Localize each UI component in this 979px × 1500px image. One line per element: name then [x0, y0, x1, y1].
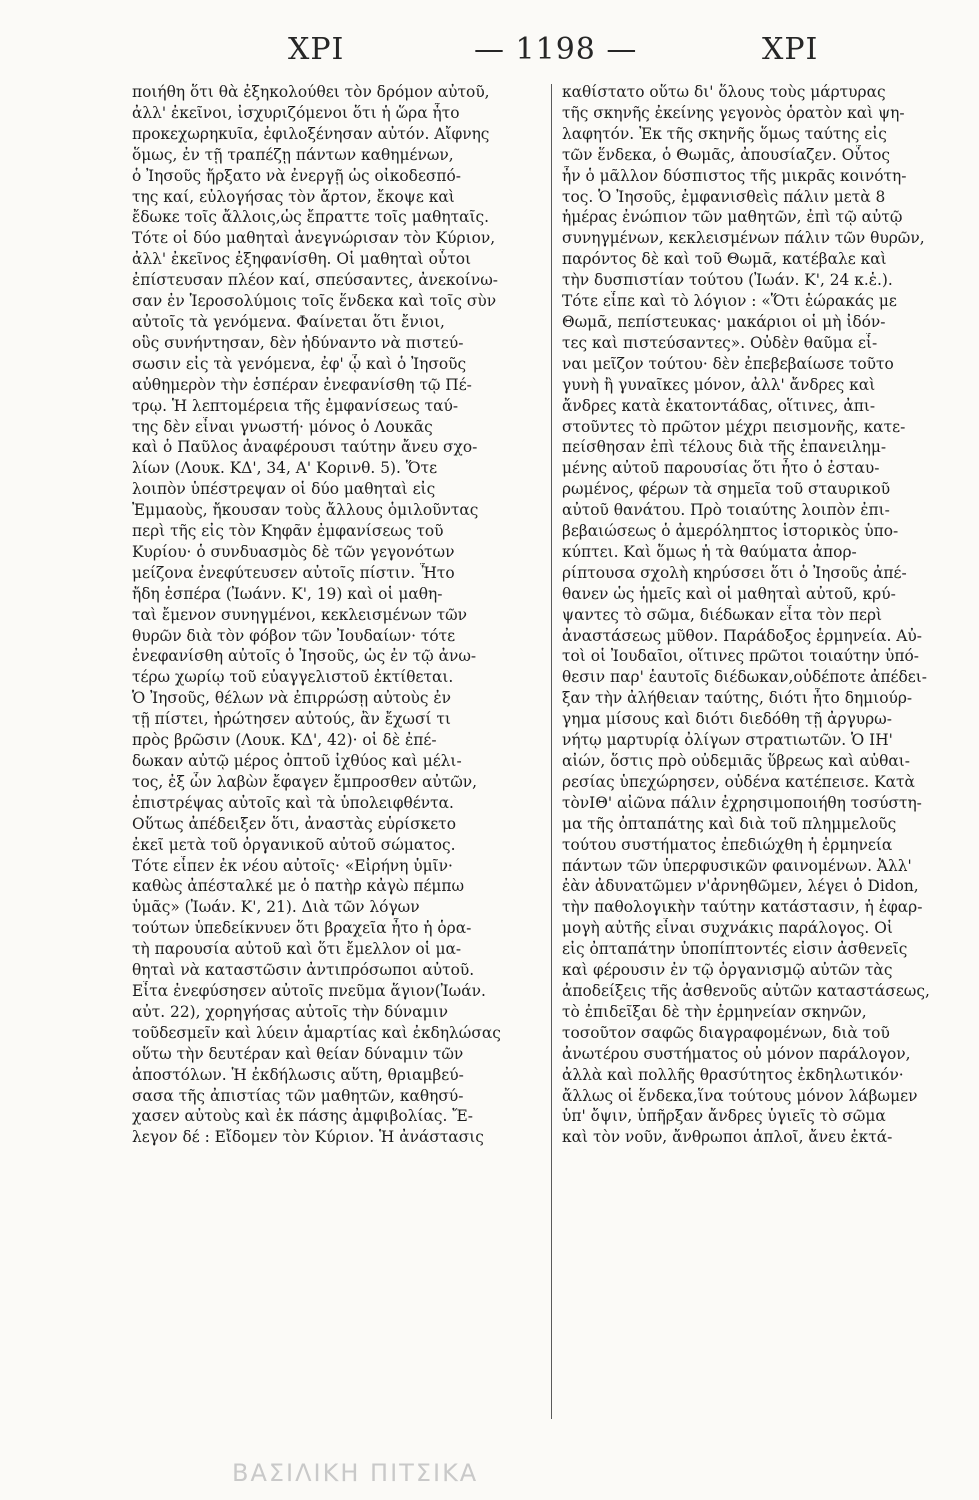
text-line: γημα μίσους καὶ διότι διεδόθη τῇ ἀργυρω-	[562, 710, 892, 729]
text-line: αὐθημερὸν τὴν ἑσπέραν ἐνεφανίσθη τῷ Πέ-	[132, 375, 472, 394]
text-line: Ὁ Ἰησοῦς, θέλων νὰ ἐπιρρώσῃ αὐτοὺς ἐν	[132, 689, 452, 708]
text-line: τούτου συστήματος ἐπεδιώχθη ἡ ἑρμηνεία	[562, 835, 893, 854]
text-line: εἰς ὀπταπάτην ὑποπίπτοντές εἰσιν ἀσθενεῖς	[562, 940, 908, 959]
right-text-column	[562, 82, 957, 1148]
text-line: θεσιν παρ' ἑαυτοῖς διέδωκαν,οὐδέποτε ἀπέδει-	[562, 668, 927, 687]
text-line: τὴ παρουσία αὐτοῦ καὶ ὅτι ἔμελλον οἱ μα-	[132, 940, 462, 959]
text-line: τῶν ἕνδεκα, ὁ Θωμᾶς, ἀπουσίαζεν. Οὗτος	[562, 145, 890, 164]
text-line: μα τῆς ὀπταπάτης καὶ διὰ τοῦ πλημμελοῦς	[562, 814, 897, 833]
text-line: τούτων ὑπεδείκνυεν ὅτι βραχεῖα ἦτο ἡ ὁρα-	[132, 919, 472, 938]
text-line: σασα τῆς ἀπιστίας τῶν μαθητῶν, καθησύ-	[132, 1086, 464, 1105]
text-line: τὸ ἐπιδεῖξαι δὲ τὴν ἑρμηνείαν σκηνῶν,	[562, 1002, 867, 1021]
text-line: ἀποστόλων. Ἡ ἐκδήλωσις αὕτη, θριαμβεύ-	[132, 1065, 464, 1084]
text-line: τῆς σκηνῆς ἐκείνης γεγονὸς ὁρατὸν καὶ ψη-	[562, 103, 905, 122]
text-line: τῇ πίστει, ἠρώτησεν αὐτούς, ἂν ἔχωσί τι	[132, 710, 451, 729]
text-line: λοιπὸν ὑπέστρεψαν οἱ δύο μαθηταὶ εἰς	[132, 480, 436, 499]
text-line: τὴν δυσπιστίαν τούτου (Ἰωάν. Κ', 24 κ.ἑ.).	[562, 271, 893, 290]
text-line: αὐτ. 22), χορηγήσας αὐτοῖς τὴν δύναμιν	[132, 1002, 448, 1021]
text-line: τοσοῦτον σαφῶς διαγραφομένων, διὰ τοῦ	[562, 1023, 890, 1042]
text-line: ρεσίας ὑπεχώρησεν, οὐδένα κατέπεισε. Κατὰ	[562, 772, 915, 791]
text-line: θανεν ὡς ἡμεῖς καὶ οἱ μαθηταὶ αὐτοῦ, κρύ-	[562, 584, 896, 603]
text-line: καθὼς ἀπέσταλκέ με ὁ πατὴρ κἀγὼ πέμπω	[132, 877, 465, 896]
text-line: ρωμένος, φέρων τὰ σημεῖα τοῦ σταυρικοῦ	[562, 480, 891, 499]
text-line: ψαντες τὸ σῶμα, διέδωκαν εἶτα τὸν περὶ	[562, 605, 883, 624]
text-line: χασεν αὐτοὺς καὶ ἐκ πάσης ἀμφιβολίας. Ἔ-	[132, 1107, 473, 1126]
text-line: Τότε εἶπεν ἐκ νέου αὐτοῖς· «Εἰρήνη ὑμῖν·	[132, 856, 453, 875]
text-line: τοὶ οἱ Ἰουδαῖοι, οἵτινες πρῶτοι τοιαύτην ὑπό-	[562, 647, 919, 666]
text-line: τες καὶ πιστεύσαντες». Οὐδὲν θαῦμα εἶ-	[562, 333, 878, 352]
text-line: ἡμέρας ἐνώπιον τῶν μαθητῶν, ἐπὶ τῷ αὐτῷ	[562, 208, 903, 227]
text-line: τος. Ὁ Ἰησοῦς, ἐμφανισθεὶς πάλιν μετὰ 8	[562, 187, 886, 206]
text-line: θηταὶ νὰ καταστῶσιν ἀντιπρόσωποι αὐτοῦ.	[132, 961, 475, 980]
text-line: πρὸς βρῶσιν (Λουκ. ΚΔ', 42)· οἱ δὲ ἐπέ-	[132, 731, 437, 750]
text-line: σαν ἐν Ἱεροσολύμοις τοῖς ἕνδεκα καὶ τοῖς σὺν	[132, 292, 497, 311]
text-line: ρίπτουσα σχολὴ κηρύσσει ὅτι ὁ Ἰησοῦς ἀπέ-	[562, 563, 907, 582]
text-line: παρόντος δὲ καὶ τοῦ Θωμᾶ, κατέβαλε καὶ	[562, 250, 887, 269]
page-number: — 1198 —	[474, 32, 638, 67]
text-line: τος, ἐξ ὧν λαβὼν ἔφαγεν ἔμπροσθεν αὐτῶν,	[132, 772, 478, 791]
text-line: ἀποδείξεις τῆς ἀσθενοῦς αὐτῶν καταστάσεως,	[562, 981, 930, 1000]
text-line: μογὴ αὐτῆς εἶναι συχνάκις παράλογος. Οἱ	[562, 919, 893, 938]
text-line: ἀναστάσεως μῦθον. Παράδοξος ἑρμηνεία. Αὐ-	[562, 626, 922, 645]
text-line: στοῦντες τὸ πρῶτον μέχρι πεισμονῆς, κατε-	[562, 417, 906, 436]
text-line: καὶ ὁ Παῦλος ἀναφέρουσι ταύτην ἄνευ σχο-	[132, 438, 478, 457]
text-line: ὑμᾶς» (Ἰωάν. Κ', 21). Διὰ τῶν λόγων	[132, 898, 420, 917]
text-line: ἐὰν ἀδυνατῶμεν ν'ἀρνηθῶμεν, λέγει ὁ Didon,	[562, 877, 919, 896]
text-line: τρῳ. Ἡ λεπτομέρεια τῆς ἐμφανίσεως ταύ-	[132, 396, 459, 415]
text-line: ὁ Ἰησοῦς ἤρξατο νὰ ἐνεργῇ ὡς οἰκοδεσπό-	[132, 166, 462, 185]
text-line: Οὕτως ἀπέδειξεν ὅτι, ἀναστὰς εὑρίσκετο	[132, 814, 456, 833]
header-left-keyword: ΧΡΙ	[288, 32, 345, 67]
text-line: σωσιν εἰς τὰ γενόμενα, ἐφ' ᾧ καὶ ὁ Ἰησοῦς	[132, 354, 467, 373]
text-line: ξαν τὴν ἀλήθειαν ταύτης, διότι ἦτο δημιούρ-	[562, 689, 913, 708]
text-line: ἀλλ' ἐκεῖνοι, ἰσχυριζόμενοι ὅτι ἡ ὥρα ἦτο	[132, 103, 460, 122]
text-line: πάντων τῶν ὑπερφυσικῶν φαινομένων. Ἀλλ'	[562, 856, 912, 875]
text-line: ἔδωκε τοῖς ἄλλοις,ὡς ἔπραττε τοῖς μαθηταῖς.	[132, 208, 490, 227]
text-line: ὅμως, ἐν τῇ τραπέζῃ πάντων καθημένων,	[132, 145, 454, 164]
library-stamp: ΒΑΣΙΛΙΚΗ ΠΙΤΣΙΚΑ	[232, 1459, 479, 1487]
column-divider	[551, 84, 552, 1419]
text-line: Τότε εἶπε καὶ τὸ λόγιον : «Ὅτι ἑώρακάς με	[562, 292, 897, 311]
text-line: καθίστατο οὕτω δι' ὅλους τοὺς μάρτυρας	[562, 83, 886, 101]
text-line: της καί, εὐλογήσας τὸν ἄρτον, ἔκοψε καὶ	[132, 187, 455, 206]
text-line: Ἐμμαοὺς, ἤκουσαν τοὺς ἄλλους ὁμιλοῦντας	[132, 501, 479, 520]
text-line: αὐτοῖς τὰ γενόμενα. Φαίνεται ὅτι ἔνιοι,	[132, 312, 445, 331]
text-line: τοῦδεσμεῖν καὶ λύειν ἁμαρτίας καὶ ἐκδηλώσας	[132, 1023, 501, 1042]
text-line: λεγον δέ : Εἴδομεν τὸν Κύριον. Ἡ ἀνάστασις	[132, 1128, 484, 1147]
text-line: Τότε οἱ δύο μαθηταὶ ἀνεγνώρισαν τὸν Κύριον,	[132, 229, 496, 248]
text-line: βεβαιώσεως ὁ ἀμερόληπτος ἱστορικὸς ὑπο-	[562, 522, 899, 541]
text-line: καὶ τὸν νοῦν, ἄνθρωποι ἁπλοῖ, ἄνευ ἐκτά-	[562, 1128, 893, 1147]
text-line: προκεχωρηκυῖα, ἐφιλοξένησαν αὐτόν. Αἴφνης	[132, 124, 490, 143]
text-line: ἦν ὁ μᾶλλον δύσπιστος τῆς μικρᾶς κοινότη-	[562, 166, 907, 185]
text-line: μείζονα ἐνεφύτευσεν αὐτοῖς πίστιν. Ἦτο	[132, 563, 455, 582]
text-line: ὑπ' ὄψιν, ὑπῆρξαν ἄνδρες ὑγιεῖς τὸ σῶμα	[562, 1107, 886, 1126]
text-line: δωκαν αὐτῷ μέρος ὀπτοῦ ἰχθύος καὶ μέλι-	[132, 752, 462, 770]
text-line: πείσθησαν ἐπὶ τέλους διὰ τῆς ἐπανειλημ-	[562, 438, 887, 457]
text-line: τὴν παθολογικὴν ταύτην κατάστασιν, ἡ ἐφαρ-	[562, 898, 923, 917]
text-line: συνηγμένων, κεκλεισμένων πάλιν τῶν θυρῶν,	[562, 229, 925, 248]
text-line: Εἶτα ἐνεφύσησεν αὐτοῖς πνεῦμα ἅγιον(Ἰωάν.	[132, 981, 486, 1000]
text-line: ποιήθη ὅτι θὰ ἐξηκολούθει τὸν δρόμον αὐτοῦ,	[132, 83, 490, 101]
text-line: τέρω χωρίῳ τοῦ εὐαγγελιστοῦ ἐκτίθεται.	[132, 668, 454, 687]
text-line: λαφητόν. Ἐκ τῆς σκηνῆς ὅμως ταύτης εἰς	[562, 124, 887, 143]
text-line: ἐπίστευσαν πλέον καί, σπεύσαντες, ἀνεκοίνω-	[132, 271, 498, 290]
text-line: οὕτω τὴν δευτέραν καὶ θείαν δύναμιν τῶν	[132, 1044, 464, 1063]
text-line: ἤδη ἑσπέρα (Ἰωάνν. Κ', 19) καὶ οἱ μαθη-	[132, 584, 443, 603]
text-line: ἀλλ' ἐκεῖνος ἐξηφανίσθη. Οἱ μαθηταὶ οὗτοι	[132, 250, 472, 269]
text-line: ἐπιστρέψας αὐτοῖς καὶ τὰ ὑπολειφθέντα.	[132, 793, 454, 812]
text-line: γυνὴ ἢ γυναῖκες μόνον, ἀλλ' ἄνδρες καὶ	[562, 375, 876, 394]
text-line: θυρῶν διὰ τὸν φόβον τῶν Ἰουδαίων· τότε	[132, 626, 456, 645]
text-line: ναι μεῖζον τούτου· δὲν ἐπεβεβαίωσε τοῦτο	[562, 354, 894, 373]
text-line: τὸνΙΘ' αἰῶνα πάλιν ἐχρησιμοποιήθη τοσύστη-	[562, 793, 922, 812]
text-line: Θωμᾶ, πεπίστευκας· μακάριοι οἱ μὴ ἰδόν-	[562, 312, 886, 331]
text-line: ἄλλως οἱ ἕνδεκα,ἵνα τούτους μόνον λάβωμεν	[562, 1086, 918, 1105]
text-line: καὶ φέρουσιν ἐν τῷ ὀργανισμῷ αὐτῶν τὰς	[562, 961, 893, 980]
text-line: μένης αὐτοῦ παρουσίας ὅτι ἦτο ὁ ἐσταυ-	[562, 459, 880, 478]
text-line: νήτῳ μαρτυρίᾳ ὀλίγων στρατιωτῶν. Ὁ ΙΗ'	[562, 731, 893, 750]
header-right-keyword: ΧΡΙ	[762, 32, 819, 67]
text-line: ἄνδρες κατὰ ἑκατοντάδας, οἵτινες, ἀπι-	[562, 396, 876, 415]
left-text-column	[132, 82, 537, 1148]
text-line: ἀνωτέρου συστήματος οὐ μόνον παράλογον,	[562, 1044, 911, 1063]
text-line: οὓς συνήντησαν, δὲν ἠδύναντο νὰ πιστεύ-	[132, 333, 464, 352]
text-line: αὐτοῦ θανάτου. Πρὸ τοιαύτης λοιπὸν ἐπι-	[562, 501, 890, 520]
page-header	[0, 28, 979, 76]
text-line: αἰών, ὅστις πρὸ οὐδεμιᾶς ὕβρεως καὶ αὐθαι-	[562, 752, 910, 770]
text-line: της δὲν εἶναι γνωστή· μόνος ὁ Λουκᾶς	[132, 417, 433, 436]
text-line: λίων (Λουκ. ΚΔ', 34, Α' Κορινθ. 5). Ὅτε	[132, 459, 438, 478]
text-line: ἐνεφανίσθη αὐτοῖς ὁ Ἰησοῦς, ὡς ἐν τῷ ἀνω-	[132, 647, 477, 666]
text-line: ταὶ ἔμενον συνηγμένοι, κεκλεισμένων τῶν	[132, 605, 468, 624]
text-line: ἐκεῖ μετὰ τοῦ ὀργανικοῦ αὐτοῦ σώματος.	[132, 835, 456, 854]
text-line: Κυρίου· ὁ συνδυασμὸς δὲ τῶν γεγονότων	[132, 542, 455, 561]
text-line: ἀλλὰ καὶ πολλῆς θρασύτητος ἐκδηλωτικόν·	[562, 1065, 904, 1084]
text-line: περὶ τῆς εἰς τὸν Κηφᾶν ἐμφανίσεως τοῦ	[132, 522, 444, 541]
text-line: κύπτει. Καὶ ὅμως ἡ τὰ θαύματα ἀπορ-	[562, 542, 857, 561]
